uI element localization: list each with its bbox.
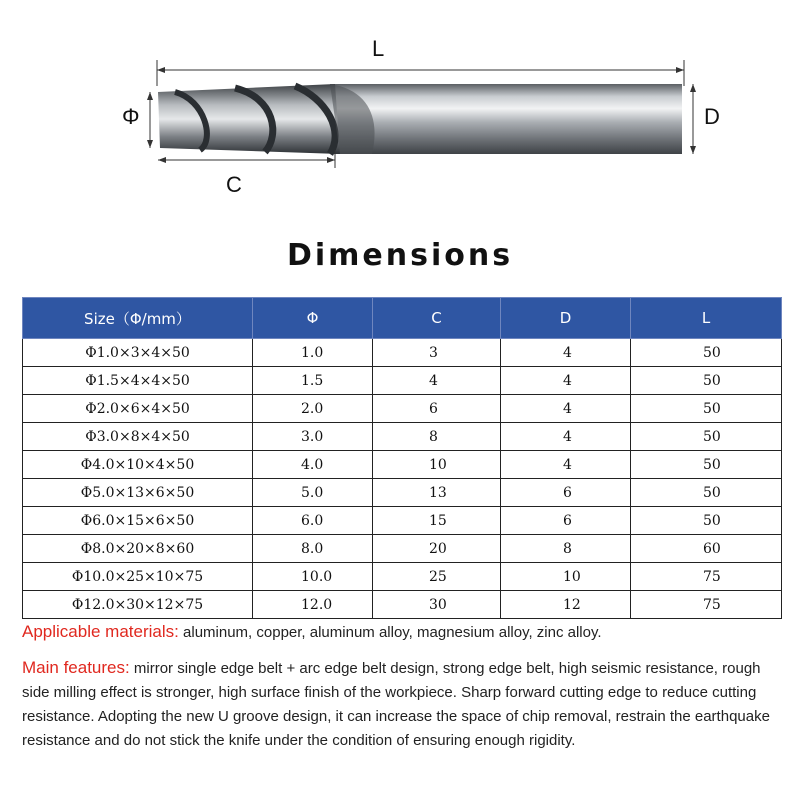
cell-size: Φ2.0×6×4×50 bbox=[23, 395, 253, 423]
features-text: mirror single edge belt + arc edge belt design, strong edge belt, high seismic resistance, rough side milling effect is stronger, high surface finish of the workpiece. Sharp forward cutting edge to reduce cutting resistance. Adopting the new U groove design, it can increase the space of chip removal, restrain the earthquake resistance and do not stick the knife under the condition of ensuring enough rigidity. bbox=[22, 660, 770, 749]
end-mill-diagram bbox=[0, 0, 800, 220]
cell-phi: 6.0 bbox=[253, 507, 373, 535]
features-label: Main features: bbox=[22, 658, 130, 677]
cell-d: 4 bbox=[501, 423, 631, 451]
cell-l: 50 bbox=[631, 423, 782, 451]
cell-d: 4 bbox=[501, 451, 631, 479]
materials-label: Applicable materials: bbox=[22, 622, 179, 641]
cell-c: 10 bbox=[373, 451, 501, 479]
cell-c: 25 bbox=[373, 563, 501, 591]
main-features bbox=[22, 656, 792, 753]
cell-c: 6 bbox=[373, 395, 501, 423]
dimensions-table bbox=[22, 297, 782, 619]
cell-c: 20 bbox=[373, 535, 501, 563]
cell-size: Φ8.0×20×8×60 bbox=[23, 535, 253, 563]
cell-l: 75 bbox=[631, 591, 782, 619]
cell-l: 50 bbox=[631, 451, 782, 479]
cell-size: Φ5.0×13×6×50 bbox=[23, 479, 253, 507]
cell-l: 50 bbox=[631, 479, 782, 507]
header-l: L bbox=[631, 298, 782, 339]
table-row bbox=[23, 591, 782, 619]
cell-d: 10 bbox=[501, 563, 631, 591]
cell-d: 12 bbox=[501, 591, 631, 619]
phi-label: Φ bbox=[122, 104, 140, 129]
cell-d: 6 bbox=[501, 507, 631, 535]
header-phi: Φ bbox=[253, 298, 373, 339]
end-mill-drawing bbox=[0, 0, 800, 220]
cell-phi: 10.0 bbox=[253, 563, 373, 591]
cell-size: Φ6.0×15×6×50 bbox=[23, 507, 253, 535]
header-size: Size（Φ/mm） bbox=[23, 298, 253, 339]
table-row bbox=[23, 395, 782, 423]
cell-l: 60 bbox=[631, 535, 782, 563]
cell-d: 4 bbox=[501, 339, 631, 367]
cell-phi: 1.5 bbox=[253, 367, 373, 395]
cell-d: 4 bbox=[501, 367, 631, 395]
cell-size: Φ1.5×4×4×50 bbox=[23, 367, 253, 395]
cell-size: Φ10.0×25×10×75 bbox=[23, 563, 253, 591]
cell-phi: 1.0 bbox=[253, 339, 373, 367]
table-header-row bbox=[23, 298, 782, 339]
cell-d: 6 bbox=[501, 479, 631, 507]
table-row bbox=[23, 563, 782, 591]
cell-l: 75 bbox=[631, 563, 782, 591]
section-title: Dimensions bbox=[286, 238, 514, 273]
materials-text: aluminum, copper, aluminum alloy, magnesium alloy, zinc alloy. bbox=[178, 624, 602, 641]
cell-c: 4 bbox=[373, 367, 501, 395]
cell-size: Φ3.0×8×4×50 bbox=[23, 423, 253, 451]
table-row bbox=[23, 507, 782, 535]
table-row bbox=[23, 339, 782, 367]
cell-size: Φ12.0×30×12×75 bbox=[23, 591, 253, 619]
table-row bbox=[23, 367, 782, 395]
header-c: C bbox=[373, 298, 501, 339]
cell-c: 30 bbox=[373, 591, 501, 619]
table-row bbox=[23, 535, 782, 563]
table-row bbox=[23, 423, 782, 451]
cell-phi: 5.0 bbox=[253, 479, 373, 507]
d-label: D bbox=[704, 104, 720, 129]
c-label: C bbox=[226, 172, 242, 197]
cell-size: Φ1.0×3×4×50 bbox=[23, 339, 253, 367]
cell-l: 50 bbox=[631, 367, 782, 395]
cell-c: 8 bbox=[373, 423, 501, 451]
cell-d: 4 bbox=[501, 395, 631, 423]
cell-l: 50 bbox=[631, 507, 782, 535]
cell-phi: 3.0 bbox=[253, 423, 373, 451]
cell-l: 50 bbox=[631, 339, 782, 367]
tool-shank bbox=[330, 84, 682, 154]
l-label: L bbox=[372, 36, 385, 61]
table-row bbox=[23, 479, 782, 507]
cell-c: 15 bbox=[373, 507, 501, 535]
table-row bbox=[23, 451, 782, 479]
cell-l: 50 bbox=[631, 395, 782, 423]
cell-c: 3 bbox=[373, 339, 501, 367]
cell-c: 13 bbox=[373, 479, 501, 507]
applicable-materials bbox=[22, 620, 792, 645]
cell-phi: 12.0 bbox=[253, 591, 373, 619]
cell-phi: 2.0 bbox=[253, 395, 373, 423]
header-d: D bbox=[501, 298, 631, 339]
cell-d: 8 bbox=[501, 535, 631, 563]
cell-phi: 8.0 bbox=[253, 535, 373, 563]
cell-phi: 4.0 bbox=[253, 451, 373, 479]
cell-size: Φ4.0×10×4×50 bbox=[23, 451, 253, 479]
